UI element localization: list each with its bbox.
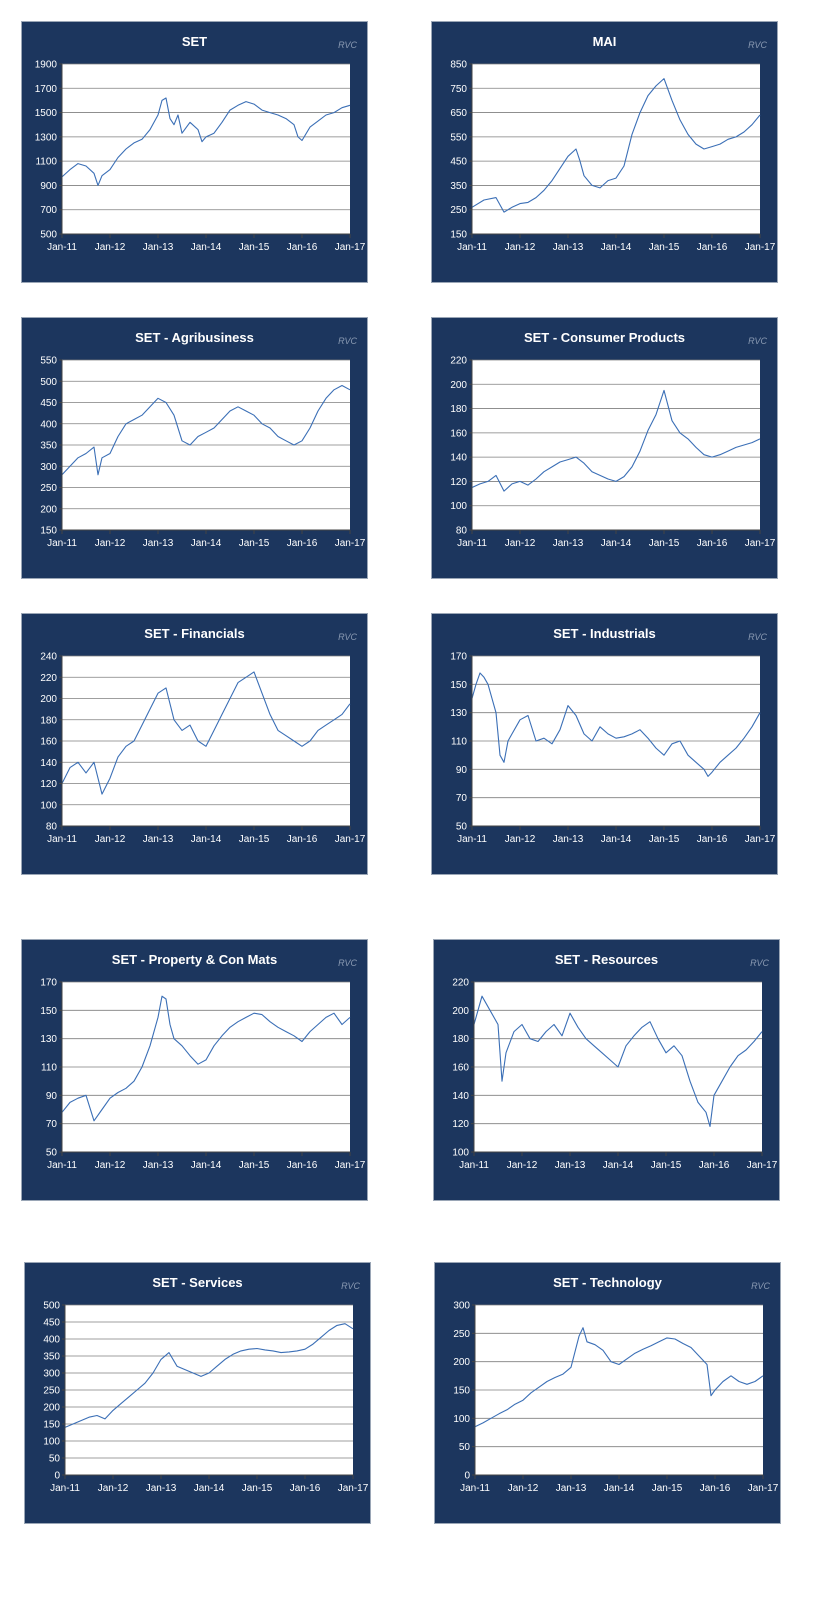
y-tick-label: 1900 — [34, 59, 57, 71]
x-tick-label: Jan-15 — [238, 242, 270, 253]
y-tick-label: 220 — [450, 355, 467, 367]
y-tick-label: 450 — [450, 156, 467, 168]
x-tick-label: Jan-14 — [190, 242, 222, 253]
x-tick-label: Jan-15 — [648, 242, 680, 253]
chart-title: SET - Industrials — [553, 626, 656, 641]
y-tick-label: 100 — [452, 1147, 469, 1159]
x-tick-label: Jan-16 — [698, 1160, 730, 1171]
y-tick-label: 130 — [40, 1034, 57, 1046]
x-tick-label: Jan-12 — [94, 538, 126, 549]
x-tick-label: Jan-12 — [506, 1160, 538, 1171]
x-tick-label: Jan-11 — [47, 538, 77, 549]
x-tick-label: Jan-13 — [552, 538, 584, 549]
y-tick-label: 200 — [40, 504, 57, 516]
x-tick-label: Jan-15 — [651, 1483, 683, 1494]
y-tick-label: 120 — [452, 1119, 469, 1131]
x-tick-label: Jan-12 — [94, 242, 126, 253]
plot-area — [472, 64, 760, 234]
x-tick-label: Jan-17 — [334, 1160, 366, 1171]
y-tick-label: 500 — [43, 1300, 60, 1312]
y-tick-label: 160 — [40, 736, 57, 748]
y-tick-label: 100 — [40, 800, 57, 812]
y-tick-label: 150 — [453, 1385, 470, 1397]
y-tick-label: 300 — [40, 461, 57, 473]
y-tick-label: 160 — [452, 1062, 469, 1074]
y-tick-label: 300 — [453, 1300, 470, 1312]
y-tick-label: 550 — [450, 132, 467, 144]
chart-title: SET - Services — [152, 1275, 243, 1290]
watermark: RVC — [748, 40, 767, 50]
x-tick-label: Jan-11 — [457, 242, 487, 253]
y-tick-label: 0 — [464, 1470, 470, 1482]
x-tick-label: Jan-14 — [190, 538, 222, 549]
x-tick-label: Jan-15 — [241, 1483, 273, 1494]
y-tick-label: 110 — [41, 1062, 57, 1074]
x-tick-label: Jan-15 — [238, 834, 270, 845]
x-tick-label: Jan-17 — [334, 834, 366, 845]
y-tick-label: 180 — [452, 1034, 469, 1046]
y-tick-label: 50 — [45, 1147, 57, 1159]
x-tick-label: Jan-14 — [190, 834, 222, 845]
x-tick-label: Jan-11 — [457, 538, 487, 549]
y-tick-label: 50 — [455, 821, 467, 833]
plot-area — [472, 360, 760, 530]
y-tick-label: 400 — [43, 1334, 60, 1346]
y-tick-label: 50 — [48, 1453, 60, 1465]
y-tick-label: 1700 — [34, 83, 57, 95]
y-tick-label: 130 — [450, 708, 467, 720]
y-tick-label: 1500 — [34, 108, 57, 120]
y-tick-label: 240 — [40, 651, 57, 663]
y-tick-label: 900 — [40, 180, 57, 192]
line-chart — [22, 940, 369, 1202]
chart-panel — [21, 613, 368, 875]
x-tick-label: Jan-16 — [289, 1483, 321, 1494]
y-tick-label: 500 — [40, 229, 57, 241]
y-tick-label: 120 — [450, 476, 467, 488]
y-tick-label: 200 — [40, 694, 57, 705]
y-tick-label: 750 — [450, 83, 467, 95]
x-tick-label: Jan-14 — [600, 538, 632, 549]
x-tick-label: Jan-17 — [334, 538, 366, 549]
x-tick-label: Jan-16 — [286, 538, 318, 549]
x-tick-label: Jan-17 — [337, 1483, 369, 1494]
x-tick-label: Jan-14 — [600, 834, 632, 845]
chart-title: SET - Consumer Products — [523, 330, 686, 345]
x-tick-label: Jan-13 — [555, 1483, 587, 1494]
x-tick-label: Jan-16 — [696, 538, 728, 549]
y-tick-label: 160 — [450, 428, 467, 440]
y-tick-label: 150 — [450, 229, 467, 241]
chart-title: SET - Technology — [553, 1275, 662, 1290]
y-tick-label: 200 — [452, 1005, 469, 1017]
chart-title: SET - Property & Con Mats — [111, 952, 278, 967]
x-tick-label: Jan-11 — [459, 1160, 489, 1171]
watermark: RVC — [338, 40, 357, 50]
x-tick-label: Jan-13 — [552, 834, 584, 845]
y-tick-label: 0 — [54, 1470, 60, 1482]
x-tick-label: Jan-14 — [603, 1483, 635, 1494]
plot-area — [62, 64, 350, 234]
y-tick-label: 180 — [450, 404, 467, 416]
line-chart — [25, 1263, 372, 1525]
x-tick-label: Jan-15 — [238, 538, 270, 549]
line-chart — [432, 22, 779, 284]
watermark: RVC — [748, 632, 767, 642]
y-tick-label: 450 — [40, 398, 57, 409]
x-tick-label: Jan-17 — [746, 1160, 778, 1171]
line-chart — [435, 1263, 782, 1525]
x-tick-label: Jan-16 — [699, 1483, 731, 1494]
y-tick-label: 250 — [450, 205, 467, 217]
x-tick-label: Jan-15 — [648, 834, 680, 845]
x-tick-label: Jan-15 — [650, 1160, 682, 1171]
y-tick-label: 170 — [450, 651, 467, 663]
y-tick-label: 350 — [450, 180, 467, 192]
x-tick-label: Jan-17 — [334, 242, 366, 253]
x-tick-label: Jan-13 — [142, 1160, 174, 1171]
y-tick-label: 90 — [45, 1090, 57, 1102]
x-tick-label: Jan-13 — [552, 242, 584, 253]
x-tick-label: Jan-16 — [286, 1160, 318, 1171]
line-chart — [22, 22, 369, 284]
x-tick-label: Jan-13 — [554, 1160, 586, 1171]
x-tick-label: Jan-11 — [50, 1483, 80, 1494]
line-chart — [434, 940, 781, 1202]
x-tick-label: Jan-12 — [504, 242, 536, 253]
chart-panel — [431, 613, 778, 875]
x-tick-label: Jan-14 — [190, 1160, 222, 1171]
y-tick-label: 150 — [40, 1005, 57, 1017]
x-tick-label: Jan-14 — [193, 1483, 225, 1494]
chart-panel — [433, 939, 780, 1201]
y-tick-label: 500 — [40, 376, 57, 388]
chart-panel — [24, 1262, 371, 1524]
chart-panel — [431, 317, 778, 579]
watermark: RVC — [751, 1281, 770, 1291]
line-chart — [22, 614, 369, 876]
x-tick-label: Jan-14 — [602, 1160, 634, 1171]
chart-title: SET - Resources — [554, 952, 659, 967]
y-tick-label: 100 — [43, 1436, 60, 1448]
y-tick-label: 150 — [43, 1419, 60, 1431]
x-tick-label: Jan-13 — [142, 242, 174, 253]
y-tick-label: 110 — [451, 736, 467, 748]
y-tick-label: 150 — [450, 679, 467, 691]
y-tick-label: 250 — [43, 1385, 60, 1397]
x-tick-label: Jan-12 — [507, 1483, 539, 1494]
x-tick-label: Jan-11 — [457, 834, 487, 845]
y-tick-label: 140 — [452, 1090, 469, 1102]
x-tick-label: Jan-16 — [286, 242, 318, 253]
watermark: RVC — [341, 1281, 360, 1291]
y-tick-label: 90 — [455, 764, 467, 776]
y-tick-label: 350 — [43, 1351, 60, 1363]
y-tick-label: 1300 — [34, 132, 57, 144]
chart-panel — [21, 21, 368, 283]
y-tick-label: 70 — [45, 1119, 57, 1131]
y-tick-label: 250 — [40, 483, 57, 494]
x-tick-label: Jan-12 — [504, 834, 536, 845]
chart-panel — [21, 317, 368, 579]
chart-panel — [434, 1262, 781, 1524]
y-tick-label: 220 — [452, 977, 469, 989]
y-tick-label: 550 — [40, 355, 57, 367]
watermark: RVC — [338, 632, 357, 642]
y-tick-label: 300 — [43, 1368, 60, 1380]
chart-panel — [431, 21, 778, 283]
y-tick-label: 650 — [450, 108, 467, 120]
watermark: RVC — [750, 958, 769, 968]
y-tick-label: 170 — [40, 977, 57, 989]
y-tick-label: 850 — [450, 59, 467, 71]
y-tick-label: 1100 — [35, 156, 57, 168]
x-tick-label: Jan-17 — [747, 1483, 779, 1494]
x-tick-label: Jan-16 — [696, 242, 728, 253]
y-tick-label: 200 — [43, 1402, 60, 1414]
x-tick-label: Jan-16 — [286, 834, 318, 845]
y-tick-label: 100 — [453, 1413, 470, 1425]
x-tick-label: Jan-12 — [94, 834, 126, 845]
y-tick-label: 140 — [450, 452, 467, 464]
line-chart — [432, 614, 779, 876]
y-tick-label: 400 — [40, 419, 57, 431]
x-tick-label: Jan-11 — [47, 242, 77, 253]
y-tick-label: 50 — [458, 1442, 470, 1454]
y-tick-label: 150 — [40, 525, 57, 537]
line-chart — [432, 318, 779, 580]
x-tick-label: Jan-11 — [47, 834, 77, 845]
y-tick-label: 80 — [45, 821, 57, 833]
x-tick-label: Jan-12 — [504, 538, 536, 549]
x-tick-label: Jan-11 — [47, 1160, 77, 1171]
chart-title: MAI — [592, 34, 617, 49]
x-tick-label: Jan-13 — [142, 834, 174, 845]
x-tick-label: Jan-14 — [600, 242, 632, 253]
y-tick-label: 140 — [40, 757, 57, 769]
x-tick-label: Jan-16 — [696, 834, 728, 845]
y-tick-label: 350 — [40, 440, 57, 452]
x-tick-label: Jan-17 — [744, 242, 776, 253]
y-tick-label: 250 — [453, 1328, 470, 1340]
x-tick-label: Jan-15 — [648, 538, 680, 549]
chart-title: SET — [181, 34, 208, 49]
x-tick-label: Jan-13 — [145, 1483, 177, 1494]
x-tick-label: Jan-17 — [744, 538, 776, 549]
x-tick-label: Jan-12 — [97, 1483, 129, 1494]
y-tick-label: 700 — [40, 205, 57, 217]
y-tick-label: 200 — [450, 379, 467, 391]
x-tick-label: Jan-11 — [460, 1483, 490, 1494]
y-tick-label: 450 — [43, 1317, 60, 1329]
line-chart — [22, 318, 369, 580]
y-tick-label: 180 — [40, 715, 57, 727]
chart-title: SET - Financials — [144, 626, 245, 641]
y-tick-label: 120 — [40, 779, 57, 790]
x-tick-label: Jan-15 — [238, 1160, 270, 1171]
watermark: RVC — [748, 336, 767, 346]
watermark: RVC — [338, 958, 357, 968]
chart-title: SET - Agribusiness — [135, 330, 254, 345]
y-tick-label: 70 — [455, 793, 467, 805]
x-tick-label: Jan-13 — [142, 538, 174, 549]
y-tick-label: 80 — [455, 525, 467, 537]
chart-panel — [21, 939, 368, 1201]
watermark: RVC — [338, 336, 357, 346]
x-tick-label: Jan-17 — [744, 834, 776, 845]
y-tick-label: 100 — [450, 501, 467, 513]
y-tick-label: 220 — [40, 672, 57, 684]
y-tick-label: 200 — [453, 1357, 470, 1369]
x-tick-label: Jan-12 — [94, 1160, 126, 1171]
